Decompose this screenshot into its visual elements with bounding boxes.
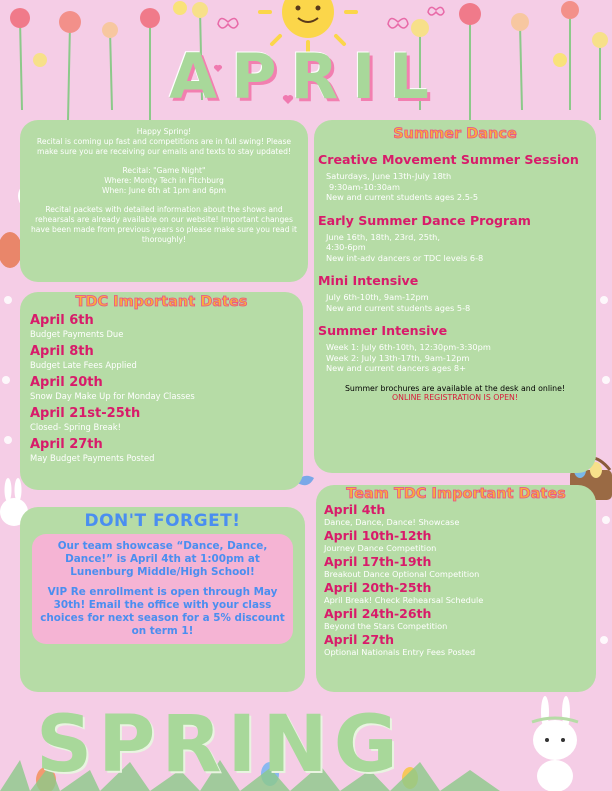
- team-dates-card: [316, 485, 596, 692]
- program-line: New and current students ages 2.5-5: [326, 192, 479, 202]
- date-heading: April 20th-25th: [324, 580, 432, 595]
- summer-dance-card: [314, 120, 596, 473]
- recital-when: When: June 6th at 1pm and 6pm: [101, 186, 227, 195]
- summer-program: [316, 152, 594, 203]
- summer-program-details: [326, 171, 594, 203]
- summer-program-details: [326, 292, 594, 313]
- date-description: May Budget Payments Posted: [30, 453, 155, 463]
- date-description: Breakout Dance Optional Competition: [324, 569, 480, 579]
- date-heading: April 17th-19th: [324, 554, 432, 569]
- spring-footer-word: SPRING: [36, 700, 404, 790]
- date-description: Closed- Spring Break!: [30, 422, 122, 432]
- dont-forget-title: DON'T FORGET!: [84, 511, 241, 531]
- date-description: Budget Payments Due: [30, 329, 124, 339]
- summer-program: [316, 273, 594, 313]
- registration-notice: ONLINE REGISTRATION IS OPEN!: [391, 392, 519, 402]
- date-heading: April 27th: [324, 632, 394, 647]
- program-line: New int-adv dancers or TDC levels 6-8: [326, 252, 484, 263]
- program-line: Saturdays, June 13th-July 18th: [326, 171, 452, 181]
- date-heading: April 27th: [30, 437, 103, 452]
- team-dates-title: Team TDC Important Dates: [346, 486, 566, 502]
- program-line: New and current students ages 5-8: [326, 302, 471, 313]
- summer-dance-title: Summer Dance: [393, 126, 517, 142]
- dont-forget-card: [20, 507, 305, 692]
- recital-line: Recital: "Game Night": [122, 166, 206, 175]
- date-heading: April 8th: [30, 344, 94, 359]
- tdc-dates-title: TDC Important Dates: [75, 294, 248, 310]
- program-line: Week 1: July 6th-10th, 12:30pm-3:30pm: [326, 342, 491, 352]
- intro-greeting: Happy Spring!: [136, 127, 192, 136]
- date-heading: April 24th-26th: [324, 606, 432, 621]
- program-line: New and current dancers ages 8+: [326, 363, 466, 373]
- date-description: April Break! Check Rehearsal Schedule: [324, 595, 484, 605]
- program-line: 9:30am-10:30am: [329, 181, 400, 192]
- brochure-note: Summer brochures are available at the desk and online!: [344, 383, 566, 393]
- date-description: Snow Day Make Up for Monday Classes: [30, 391, 195, 401]
- program-line: Week 2: July 13th-17th, 9am-12pm: [326, 352, 470, 363]
- date-heading: April 6th: [30, 313, 94, 328]
- summer-program-details: [326, 232, 594, 264]
- date-description: Optional Nationals Entry Fees Posted: [324, 647, 476, 657]
- summer-program-name: Mini Intensive: [318, 273, 419, 288]
- dont-forget-box: [32, 534, 293, 644]
- date-heading: April 4th: [324, 502, 386, 517]
- program-line: 4:30-6pm: [326, 242, 366, 252]
- tdc-dates-card: [20, 292, 303, 490]
- program-line: July 6th-10th, 9am-12pm: [326, 292, 429, 302]
- intro-message: Recital is coming up fast and competitions are in full swing! Please make sure you are receiving our emails and texts to stay updated!: [36, 137, 292, 156]
- date-heading: April 10th-12th: [324, 528, 432, 543]
- summer-program-name: Early Summer Dance Program: [318, 212, 531, 228]
- recital-where: Where: Monty Tech in Fitchburg: [104, 176, 224, 185]
- showcase-notice: Our team showcase “Dance, Dance, Dance!” is April 4th at 1:00pm at Lunenburg Middle/High School!: [57, 540, 268, 578]
- summer-program: [316, 323, 594, 374]
- intro-text: [26, 127, 302, 157]
- intro-card: [20, 120, 308, 282]
- program-line: June 16th, 18th, 23rd, 25th,: [326, 231, 440, 242]
- summer-program-name: Creative Movement Summer Session: [318, 152, 579, 167]
- date-heading: April 21st-25th: [30, 406, 141, 421]
- date-heading: April 20th: [30, 375, 103, 390]
- recital-info: [26, 166, 302, 196]
- recital-packets: Recital packets with detailed information about the shows and rehearsals are already available on our website! Important changes have been made from previous years so please make sure you read it thoroughly!: [30, 205, 298, 244]
- vip-notice: VIP Re enrollment is open through May 30th! Email the office with your class choices for next season for a 5% discount on term 1!: [40, 586, 285, 637]
- date-description: Journey Dance Competition: [324, 543, 437, 553]
- bunny-icon: [532, 696, 578, 791]
- summer-program: [316, 213, 594, 264]
- summer-program-name: Summer Intensive: [318, 323, 448, 338]
- date-description: Beyond the Stars Competition: [324, 621, 448, 631]
- date-description: Budget Late Fees Applied: [30, 360, 137, 370]
- summer-program-details: [326, 342, 594, 374]
- page-title: APRIL: [169, 40, 443, 113]
- date-description: Dance, Dance, Dance! Showcase: [324, 517, 460, 527]
